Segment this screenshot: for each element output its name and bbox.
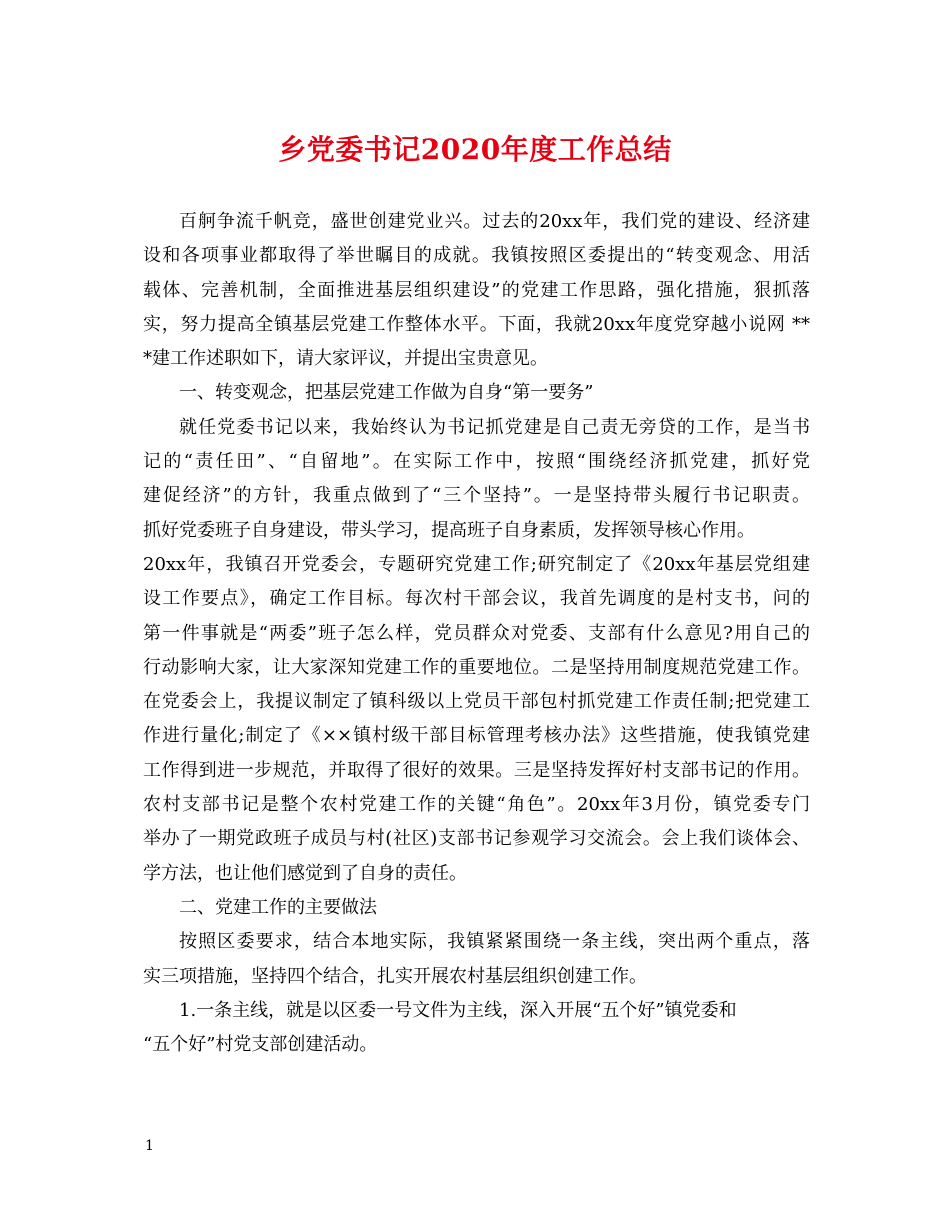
paragraph-line: 农村支部书记是整个农村党建工作的关键“角色”。20xx年3月份，镇党委专门 xyxy=(143,794,810,816)
paragraph-line: 载体、完善机制，全面推进基层组织建设”的党建工作思路，强化措施，狠抓落 xyxy=(143,279,810,301)
document-body xyxy=(143,205,810,1062)
paragraph-line: 就任党委书记以来，我始终认为书记抓党建是自己责无旁贷的工作，是当书 xyxy=(179,416,810,438)
paragraph-line: “五个好”村党支部创建活动。 xyxy=(143,1034,378,1056)
paragraph-line: 百舸争流千帆竞，盛世创建党业兴。过去的20xx年，我们党的建设、经济建 xyxy=(179,211,810,232)
paragraph-line: 行动影响大家，让大家深知党建工作的重要地位。二是坚持用制度规范党建工作。 xyxy=(143,656,810,678)
paragraph-line: 作进行量化;制定了《××镇村级干部目标管理考核办法》这些措施，使我镇党建 xyxy=(143,725,810,747)
paragraph-line: *建工作述职如下，请大家评议，并提出宝贵意见。 xyxy=(143,348,548,370)
paragraph-line: 1.一条主线，就是以区委一号文件为主线，深入开展“五个好”镇党委和 xyxy=(179,999,737,1021)
paragraph-line: 抓好党委班子自身建设，带头学习，提高班子自身素质，发挥领导核心作用。 xyxy=(143,519,755,541)
section-heading: 一、转变观念，把基层党建工作做为自身“第一要务” xyxy=(179,382,594,404)
paragraph-line: 记的“责任田”、“自留地”。在实际工作中，按照“围绕经济抓党建，抓好党 xyxy=(143,451,810,473)
page-number: 1 xyxy=(145,1138,154,1154)
paragraph-line: 学方法，也让他们感觉到了自身的责任。 xyxy=(143,862,467,884)
paragraph-line: 第一件事就是“两委”班子怎么样，党员群众对党委、支部有什么意见?用自己的 xyxy=(143,622,810,644)
paragraph-line: 工作得到进一步规范，并取得了很好的效果。三是坚持发挥好村支部书记的作用。 xyxy=(143,759,810,781)
paragraph-line: 建促经济”的方针，我重点做到了“三个坚持”。一是坚持带头履行书记职责。 xyxy=(143,485,810,507)
paragraph-line: 举办了一期党政班子成员与村(社区)支部书记参观学习交流会。会上我们谈体会、 xyxy=(143,828,810,850)
paragraph-line: 实三项措施，坚持四个结合，扎实开展农村基层组织创建工作。 xyxy=(143,965,647,987)
document-title: 乡党委书记2020年度工作总结 xyxy=(278,133,672,166)
paragraph-line: 设工作要点》，确定工作目标。每次村干部会议，我首先调度的是村支书，问的 xyxy=(143,588,810,610)
paragraph-line: 设和各项事业都取得了举世瞩目的成就。我镇按照区委提出的“转变观念、用活 xyxy=(143,245,810,267)
paragraph-line: 按照区委要求，结合本地实际，我镇紧紧围绕一条主线，突出两个重点，落 xyxy=(179,931,810,953)
paragraph-line: 在党委会上，我提议制定了镇科级以上党员干部包村抓党建工作责任制;把党建工 xyxy=(143,691,810,713)
paragraph-line: 20xx年，我镇召开党委会，专题研究党建工作;研究制定了《20xx年基层党组建 xyxy=(143,553,810,575)
paragraph-line: 实，努力提高全镇基层党建工作整体水平。下面，我就20xx年度党穿越小说网 ** xyxy=(143,313,810,335)
section-heading: 二、党建工作的主要做法 xyxy=(179,896,377,918)
